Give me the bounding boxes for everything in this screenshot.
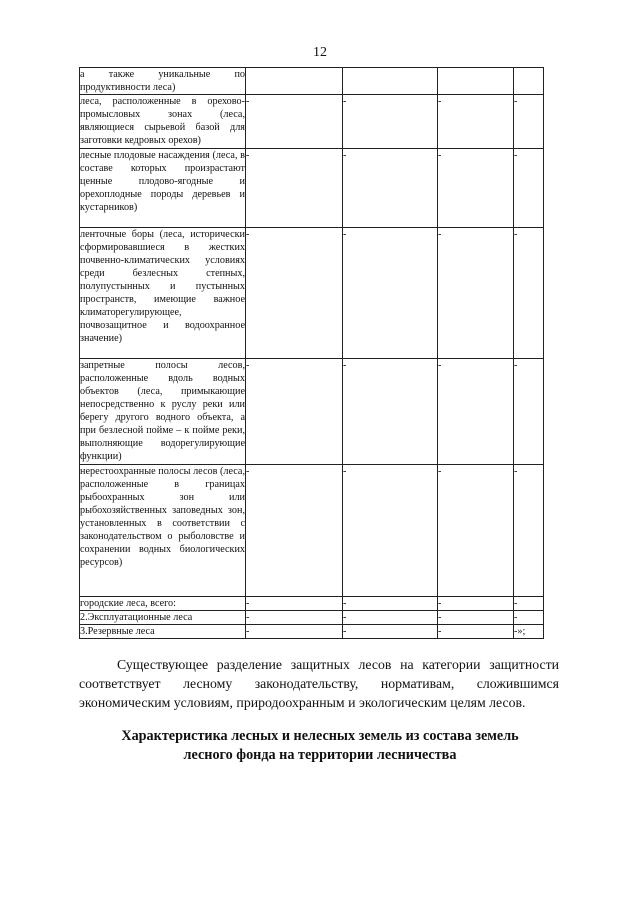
table-row [80, 68, 544, 95]
value-cell: - [514, 465, 544, 597]
value-cell: - [438, 95, 514, 149]
category-cell: а также уникальные по продуктивности леса) [80, 69, 245, 93]
value-cell: - [343, 597, 438, 611]
category-cell: запретные полосы лесов, расположенные вдоль водных объектов (леса, примыкающие непосредственно к руслу реки или берегу другого водного объекта, а при безлесной пойме – к пойме реки, выполняющие водорегулирующие функции) [80, 359, 246, 465]
value-cell: - [246, 149, 343, 228]
value-cell: - [343, 465, 438, 597]
value-cell: - [514, 149, 544, 228]
table-row [80, 95, 544, 149]
value-cell: - [438, 611, 514, 625]
value-cell: - [246, 95, 343, 149]
value-cell: - [438, 149, 514, 228]
value-cell [246, 68, 343, 95]
table-row [80, 149, 544, 228]
value-cell: - [514, 597, 544, 611]
table-row [80, 597, 544, 611]
table-row [80, 228, 544, 359]
table-row [80, 611, 544, 625]
category-cell: ленточные боры (леса, исторически сформировавшиеся в жестких почвенно-климатических условиях среди безлесных степных, полупустынных и пустынных пространств, имеющие важное климаторегулирующее, почвозащитное и водоохранное значение) [80, 228, 246, 359]
value-cell: - [246, 597, 343, 611]
table-row [80, 625, 544, 639]
value-cell: - [246, 611, 343, 625]
value-cell [438, 68, 514, 95]
value-cell [343, 68, 438, 95]
section-heading-line-1: Характеристика лесных и нелесных земель из состава земель [121, 728, 519, 744]
category-cell: леса, расположенные в орехово-промысловых зонах (леса, являющиеся сырьевой базой для заготовки кедровых орехов) [80, 95, 246, 149]
value-cell: - [343, 611, 438, 625]
value-cell: - [343, 228, 438, 359]
value-cell: - [246, 465, 343, 597]
category-cell: лесные плодовые насаждения (леса, в составе которых произрастают ценные плодово-ягодные и орехоплодные породы деревьев и кустарников) [80, 149, 246, 228]
value-cell: - [343, 149, 438, 228]
category-cell: 3.Резервные леса [80, 625, 246, 639]
forest-category-table [79, 67, 544, 639]
value-cell: - [514, 228, 544, 359]
value-cell: - [438, 465, 514, 597]
section-heading-line-2: лесного фонда на территории лесничества [183, 747, 457, 763]
body-paragraph: Существующее разделение защитных лесов на категории защитности соответствует лесному законодательству, нормативам, сложившимся экономическим условиям, природоохранным и экологическим целям лесов. [79, 657, 559, 710]
category-cell: нерестоохранные полосы лесов (леса, расположенные в границах рыбоохранных зон или рыбохозяйственных заповедных зон, установленных в соответствии с законодательством о рыболовстве и сохранении водных биологических ресурсов) [80, 465, 246, 597]
value-cell: - [438, 359, 514, 465]
value-cell [514, 68, 544, 95]
value-cell: - [246, 359, 343, 465]
value-cell: - [438, 228, 514, 359]
value-cell: - [438, 597, 514, 611]
category-cell: 2.Эксплуатационные леса [80, 611, 246, 625]
value-cell: - [514, 95, 544, 149]
section-heading [0, 727, 640, 765]
value-cell: - [343, 625, 438, 639]
value-cell: - [438, 625, 514, 639]
page-number: 12 [313, 45, 327, 60]
value-cell: -»; [514, 625, 544, 639]
value-cell: - [246, 228, 343, 359]
value-cell: - [246, 625, 343, 639]
table-row [80, 465, 544, 597]
category-cell: городские леса, всего: [80, 597, 246, 611]
value-cell: - [343, 95, 438, 149]
table-row [80, 359, 544, 465]
value-cell: - [343, 359, 438, 465]
value-cell: - [514, 359, 544, 465]
value-cell: - [514, 611, 544, 625]
